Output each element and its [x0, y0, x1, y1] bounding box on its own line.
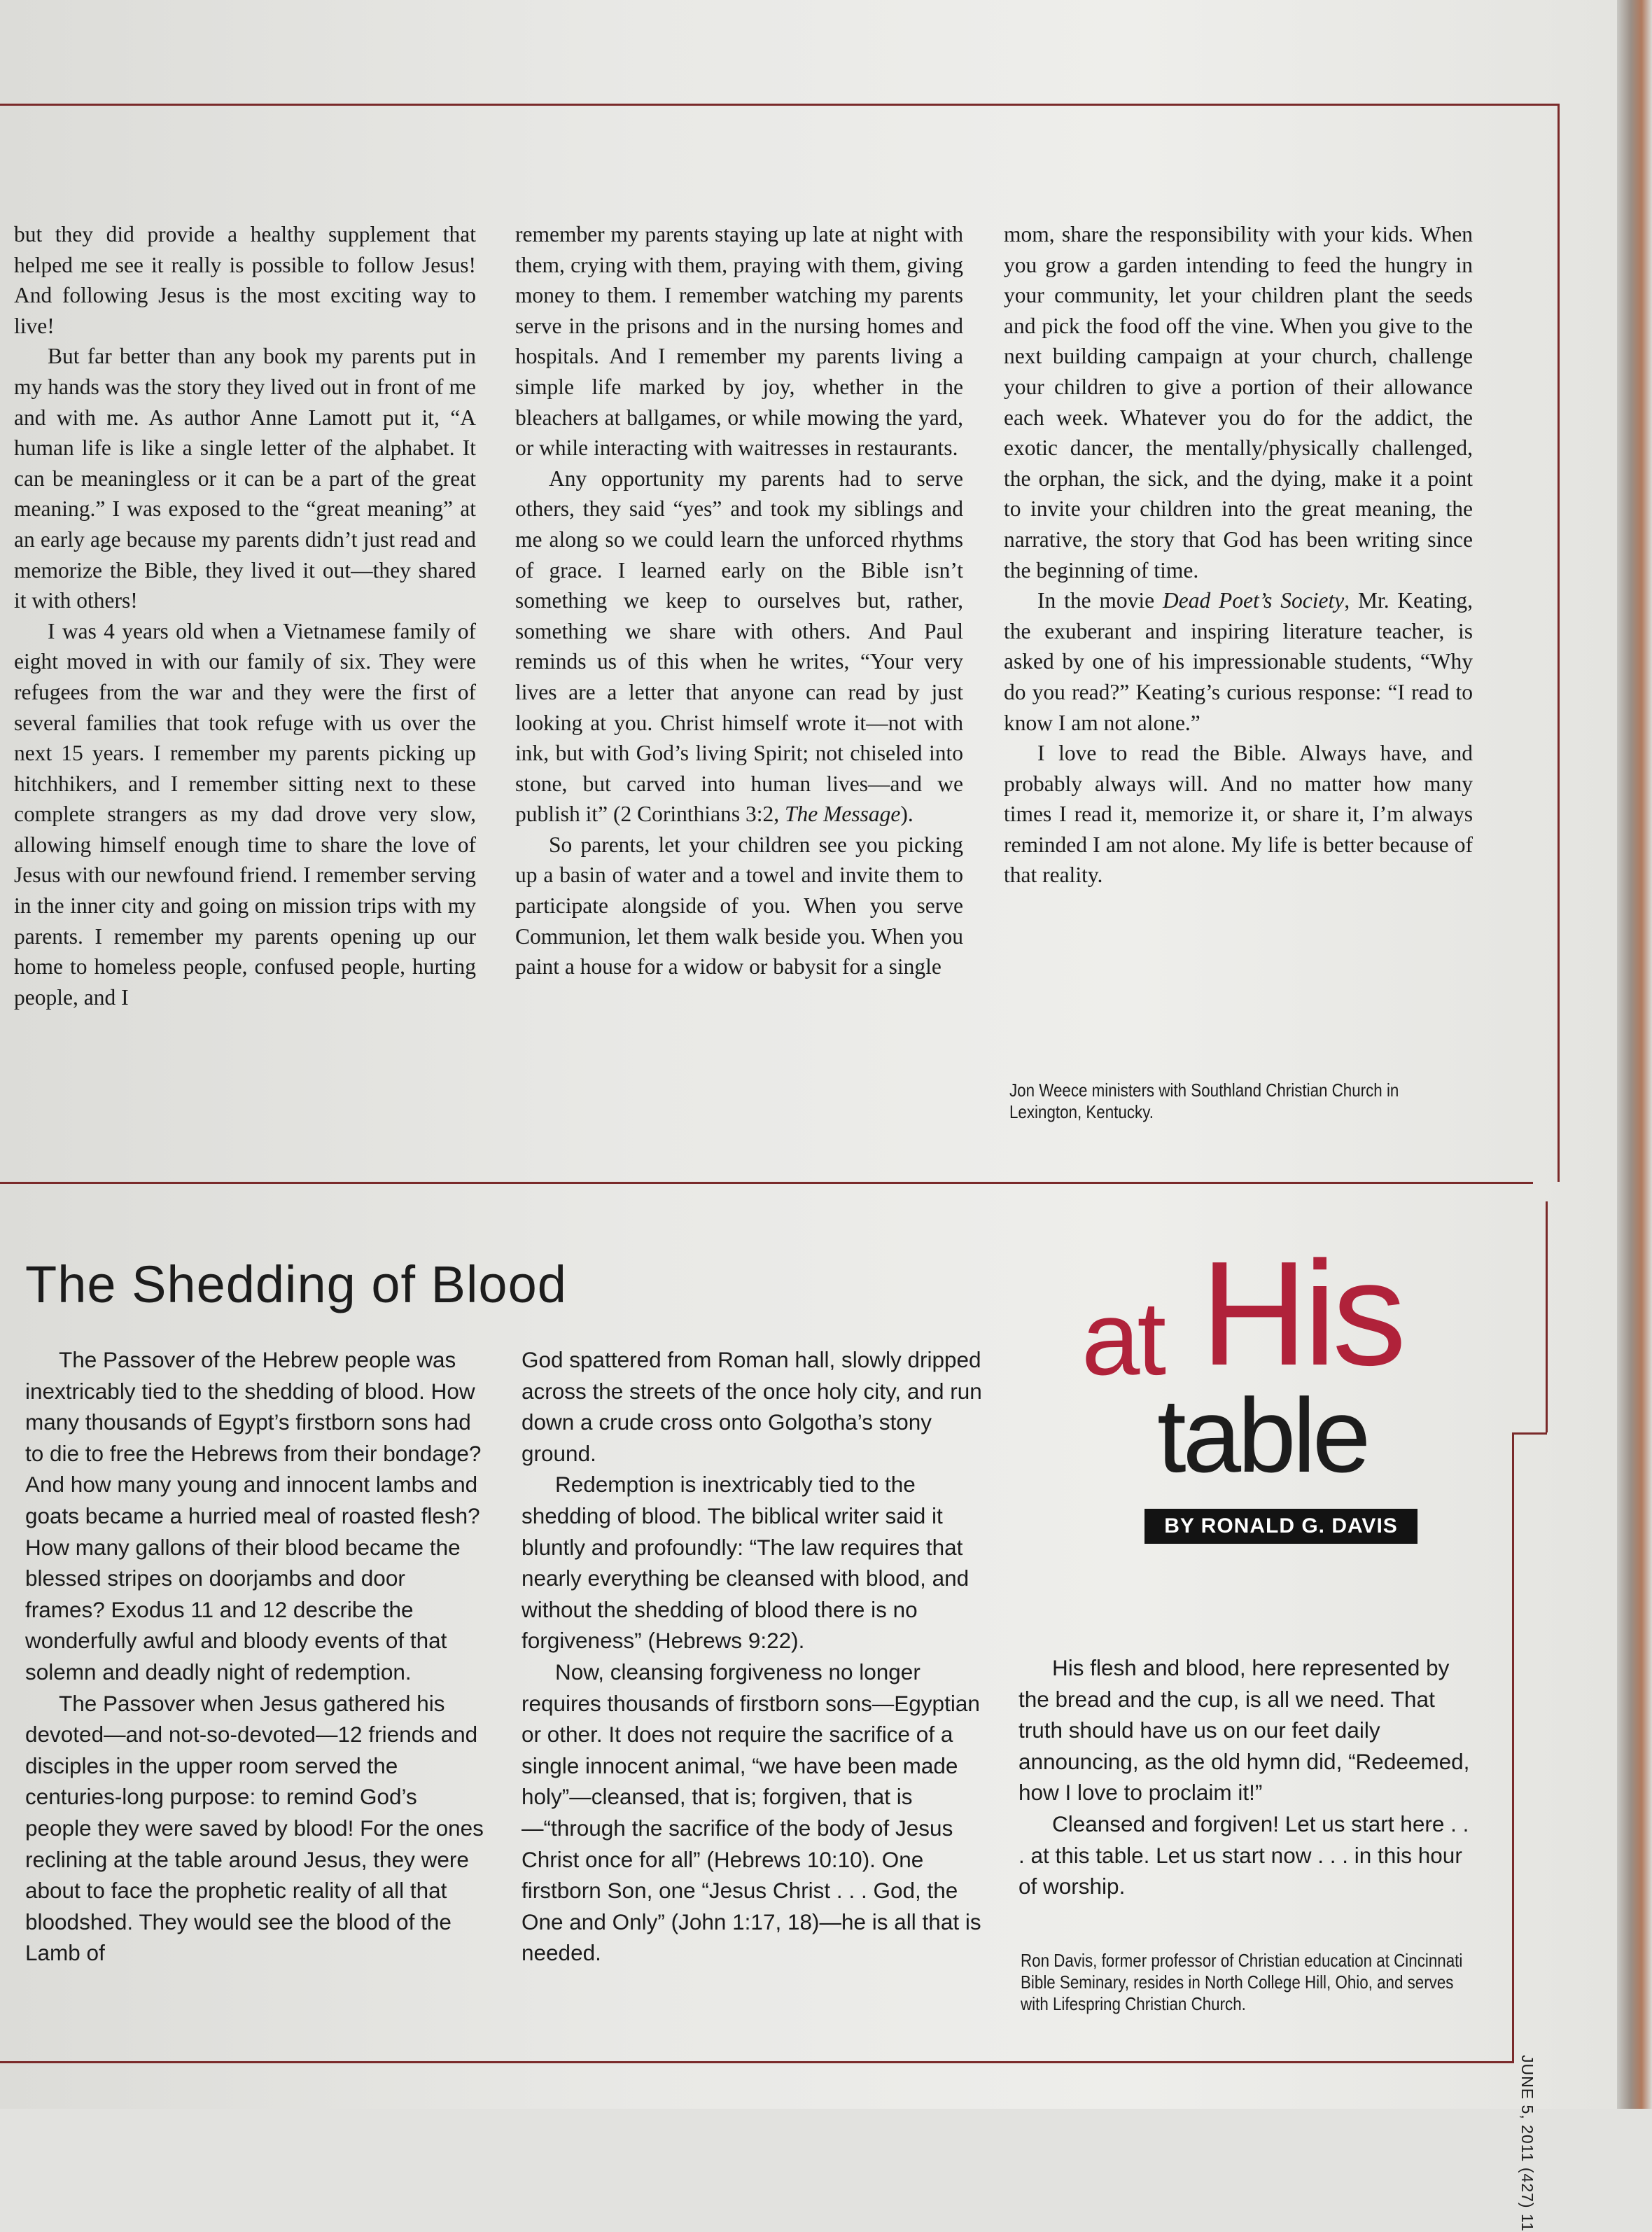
article1-paragraph: I was 4 years old when a Vietnamese family of eight moved in with our family of six. They were refugees from the war and they were the first of several families that took refuge with us over the next 15 years. I remember my parents picking up hitchhikers, and I remember sitting next to these complete strangers as my dad drove very slow, allowing himself enough time to share the love of Jesus with our newfound friend. I remember serving in the inner city and going on mission trips with my parents. I remember my parents opening up our home to homeless people, confused people, hurting people, and I	[14, 618, 476, 1010]
article1-paragraph: but they did provide a healthy supplement that helped me see it really is possible to follow Jesus! And following Jesus is the most exciting way to live!	[14, 222, 476, 338]
article2-paragraph: God spattered from Roman hall, slowly dripped across the streets of the once holy city, and run down a crude cross onto Golgotha’s stony ground.	[522, 1347, 982, 1466]
movie-title: Dead Poet’s Society	[1162, 588, 1345, 613]
page-folio: JUNE 5, 2011 (427) 11	[1518, 2055, 1536, 2232]
article2-author-bio: Ron Davis, former professor of Christian education at Cincinnati Bible Seminary, resides in North College Hill, Ohio, and serves with Lifespring Christian Church.	[1021, 1950, 1463, 2014]
page-edge	[1617, 0, 1652, 2109]
article1-author-bio: Jon Weece ministers with Southland Christian Church in Lexington, Kentucky.	[1009, 1080, 1399, 1122]
article1-paragraph: remember my parents staying up late at night with them, crying with them, praying with them, giving money to them. I remember watching my parents serve in the prisons and in the nursing homes and hospitals. And I remember my parents living a simple life marked by joy, whether in the bleachers at ballgames, or while mowing the yard, or while interacting with waitresses in restaurants.	[515, 222, 963, 461]
article1-paragraph: So parents, let your children see you picking up a basin of water and a towel and invite them to participate alongside of you. When you serve Communion, let them walk beside you. When you paint a house for a widow or babysit for a single	[515, 832, 963, 979]
author-byline: BY RONALD G. DAVIS	[1144, 1509, 1418, 1544]
article2-paragraph: The Passover when Jesus gathered his devoted—and not-so-devoted—12 friends and disciples in the upper room served the centuries-long purpose: to remind God’s people they were saved by blood! For the ones reclining at the table around Jesus, they were about to face the prophetic reality of all that bloodshed. They would see the blood of the Lamb of	[25, 1690, 484, 1966]
mid-rule	[0, 1182, 1533, 1184]
top-rule	[0, 104, 1560, 106]
article1-column-3	[1004, 219, 1473, 891]
box-bottom-rule	[0, 2061, 1514, 2063]
article1-paragraph: But far better than any book my parents put in my hands was the story they lived out in front of me and with me. As author Anne Lamott put it, “A human life is like a single letter of the alphabet. It can be meaningless or it can be a part of the great meaning.” I was exposed to the “great meaning” at an early age because my parents didn’t just read and memorize the Bible, they lived it out—they shared it with others!	[14, 344, 476, 613]
article2-paragraph: The Passover of the Hebrew people was inextricably tied to the shedding of blood. How many thousands of Egypt’s firstborn sons had to die to free the Hebrews from their bondage? And how many young and innocent lambs and goats became a hurried meal of roasted flesh? How many gallons of their blood became the blessed stripes on doorjambs and door frames? Exodus 11 and 12 describe the wonderfully awful and bloody events of that solemn and deadly night of redemption.	[25, 1347, 482, 1685]
article1-paragraph: Any opportunity my parents had to serve others, they said “yes” and took my siblings and me along so we could learn the unforced rhythms of grace. I learned early on the Bible isn’t something we keep to ourselves but, rather, something we share with others. And Paul reminds us of this when he writes, “Your very lives are a letter that anyone can read by just looking at you. Christ himself wrote it—not with ink, but with God’s living Spirit; not chiseled into stone, but carved into human lives—and we publish it” (2 Corinthians 3:2, The Message).	[515, 466, 963, 827]
article2-paragraph: Now, cleansing forgiveness no longer requires thousands of firstborn sons—Egyptian or other. It does not require the sacrifice of a single innocent animal, “we have been made holy”—cleansed, that is; forgiven, that is—“through the sacrifice of the body of Jesus Christ once for all” (Hebrews 10:10). One firstborn Son, one “Jesus Christ . . . God, the One and Only” (John 1:17, 18)—he is all that is needed.	[522, 1659, 981, 1966]
box-right-rule-upper	[1546, 1201, 1548, 1432]
article2-column-3	[1018, 1652, 1477, 1902]
article2-column-1	[25, 1344, 487, 1969]
article2-paragraph: Redemption is inextricably tied to the shedding of blood. The biblical writer said it bluntly and profoundly: “The law requires that nearly everything be cleansed with blood, and without the shedding of blood there is no forgiveness” (Hebrews 9:22).	[522, 1472, 969, 1654]
column-logo	[1082, 1230, 1446, 1494]
article1-paragraph: mom, share the responsibility with your kids. When you grow a garden intending to feed the hungry in your community, let your children plant the seeds and pick the food off the vine. When you give to the next building campaign at your church, challenge your children to give a portion of their allowance each week. Whatever you do for the addict, the exotic dancer, the mentally/physically challenged, the orphan, the sick, and the dying, make it a point to invite your children into the great meaning, the narrative, the story that God has been writing since the beginning of time.	[1004, 222, 1473, 583]
article2-column-2	[522, 1344, 983, 1969]
logo-word-table: table	[1157, 1376, 1368, 1494]
article2-paragraph: His flesh and blood, here represented by the bread and the cup, is all we need. That truth should have us on our feet daily announcing, as the old hymn did, “Redeemed, how I love to proclaim it!”	[1018, 1655, 1470, 1806]
article1-paragraph: I love to read the Bible. Always have, and probably always will. And no matter how many times I read it, memorize it, or share it, I’m always reminded I am not alone. My life is better because of that reality.	[1004, 741, 1473, 888]
box-right-rule-lower	[1512, 1432, 1514, 2063]
article1-column-1	[14, 219, 476, 1012]
right-rule-top	[1558, 104, 1560, 1182]
article1-paragraph: In the movie Dead Poet’s Society, Mr. Keating, the exuberant and inspiring literature teacher, is asked by one of his impressionable students, “Why do you read?” Keating’s curious response: “I read to know I am not alone.”	[1004, 588, 1473, 735]
box-notch-rule	[1512, 1432, 1547, 1435]
logo-word-at: at	[1082, 1279, 1164, 1397]
article2-title: The Shedding of Blood	[25, 1255, 567, 1313]
book-title: The Message	[784, 802, 901, 827]
article2-paragraph: Cleansed and forgiven! Let us start here . . . at this table. Let us start now . . . in this hour of worship.	[1018, 1811, 1469, 1899]
logo-word-his: His	[1200, 1230, 1403, 1396]
article1-column-2	[515, 219, 963, 982]
